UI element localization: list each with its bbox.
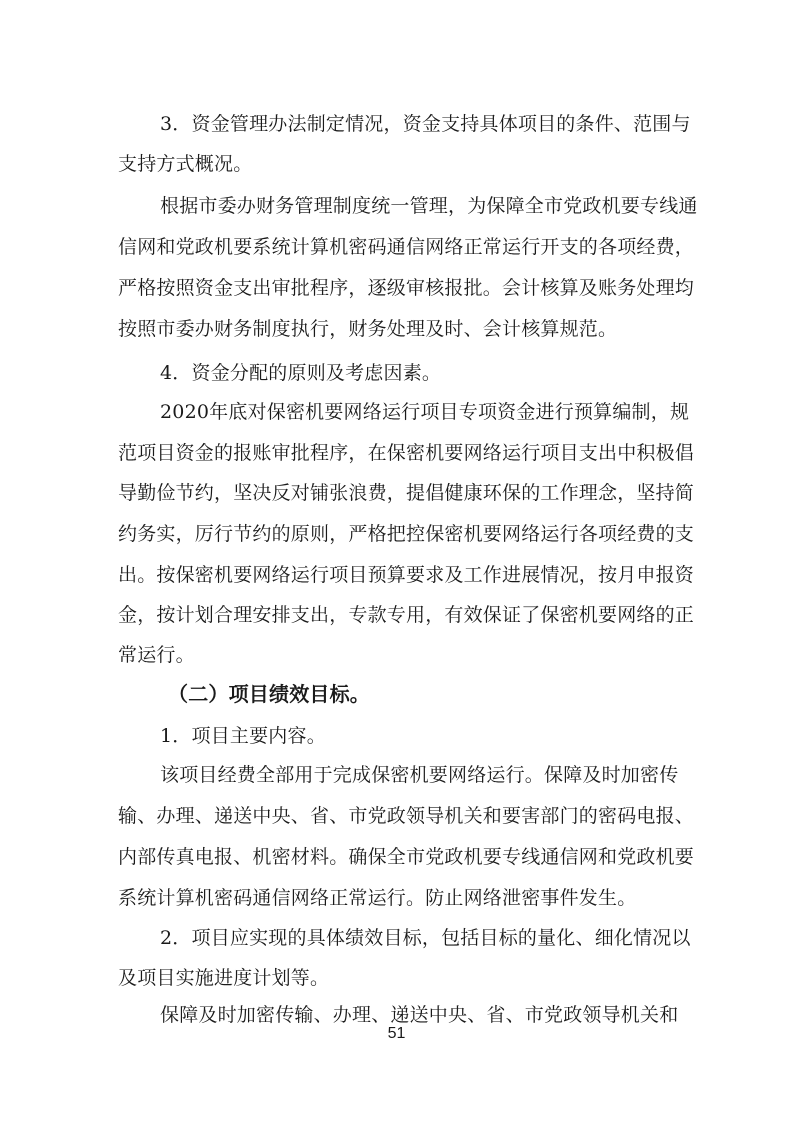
text-line: 常运行。 — [118, 644, 195, 666]
text-line: 按照市委办财务制度执行，财务处理及时、会计核算规范。 — [118, 318, 618, 340]
text-line: 3．资金管理办法制定情况，资金支持具体项目的条件、范围与 — [160, 113, 691, 135]
text-line: 约务实，厉行节约的原则，严格把控保密机要网络运行各项经费的支 — [118, 523, 695, 545]
text-line: 出。按保密机要网络运行项目预算要求及工作进展情况，按月申报资 — [118, 564, 695, 586]
text-line: 系统计算机密码通信网络正常运行。防止网络泄密事件发生。 — [118, 887, 637, 909]
text-line: 金，按计划合理安排支出，专款专用，有效保证了保密机要网络的正 — [118, 604, 695, 626]
text-line: 输、办理、递送中央、省、市党政领导机关和要害部门的密码电报、 — [118, 805, 695, 827]
text-line: 2020年底对保密机要网络运行项目专项资金进行预算编制，规 — [160, 401, 690, 423]
text-line: 2．项目应实现的具体绩效目标，包括目标的量化、细化情况以 — [160, 927, 691, 949]
text-line: 内部传真电报、机密材料。确保全市党政机要专线通信网和党政机要 — [118, 846, 695, 868]
text-line: 1．项目主要内容。 — [160, 725, 326, 747]
section-heading: （二）项目绩效目标。 — [168, 682, 370, 706]
text-line: 及项目实施进度计划等。 — [118, 967, 330, 989]
text-line: 保障及时加密传输、办理、递送中央、省、市党政领导机关和 — [160, 1004, 679, 1026]
text-line: 根据市委办财务管理制度统一管理，为保障全市党政机要专线通 — [160, 195, 698, 217]
text-line: 导勤俭节约，坚决反对铺张浪费，提倡健康环保的工作理念，坚持简 — [118, 482, 695, 504]
page-number: 51 — [387, 1025, 406, 1042]
text-line: 严格按照资金支出审批程序，逐级审核报批。会计核算及账务处理均 — [118, 277, 695, 299]
text-line: 信网和党政机要系统计算机密码通信网络正常运行开支的各项经费， — [118, 236, 695, 258]
text-line: 4．资金分配的原则及考虑因素。 — [160, 362, 442, 384]
text-line: 范项目资金的报账审批程序，在保密机要网络运行项目支出中积极倡 — [118, 442, 695, 464]
text-line: 该项目经费全部用于完成保密机要网络运行。保障及时加密传 — [160, 764, 679, 786]
text-line: 支持方式概况。 — [118, 153, 253, 175]
